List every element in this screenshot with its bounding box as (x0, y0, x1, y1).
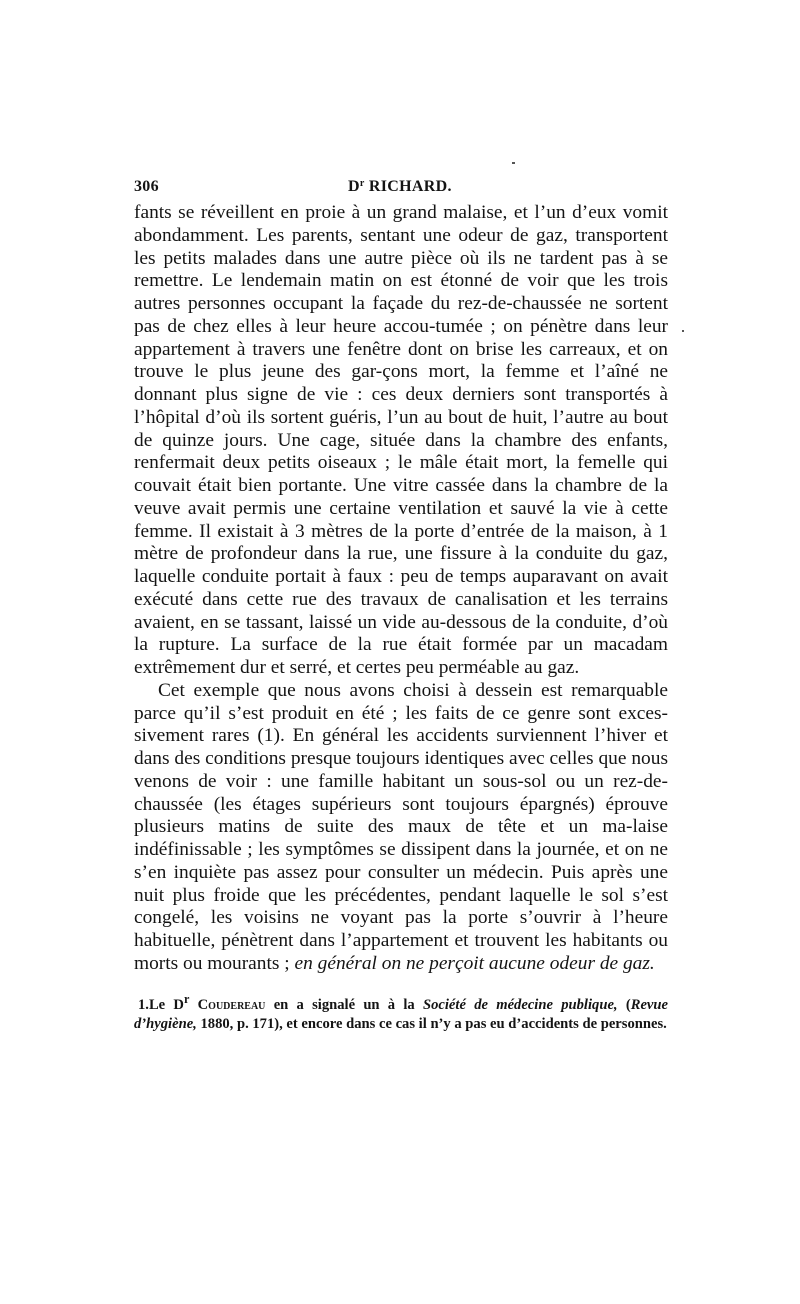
page-number: 306 (134, 178, 159, 195)
footnote-society: Société de médecine publique, (422, 996, 618, 1013)
footnote-number: 1. (138, 996, 149, 1013)
footnote-paren: ( (625, 996, 631, 1013)
paragraph-2-text: Cet exemple que nous avons choisi à dessein est remarquable parce qu’il s’est produit en été ; les faits de ce genre sont exces-sivement rares (1). En général les accidents surviennent l’hiver et dans des conditions presque toujours identiques avec celles que nous venons de voir : une famille habitant un sous-sol ou un rez-de-chaussée (les étages supérieurs sont toujours épargnés) éprouve plusieurs matins de suite des maux de tête et un ma-laise indéfinissable ; les symptômes se dissipent dans la journée, et on ne s’en inquiète pas assez pour consulter un médecin. Puis après une nuit plus froide que les précédentes, pendant laquelle le sol s’est congelé, les voisins ne voyant pas la porte s’ouvrir à l’heure habituelle, pénètrent dans l’appartement et trouvent les habitants ou morts ou mourants ; (134, 679, 668, 974)
paragraph-2-emphasis: en général on ne perçoit aucune odeur de gaz. (294, 952, 655, 974)
paragraph-1: fants se réveillent en proie à un grand malaise, et l’un d’eux vomit abondamment. Les parents, sentant une odeur de gaz, transportent les petits malades dans une autre pièce où ils ne tardent pas à se remettre. Le lendemain matin on est étonné de voir que les trois autres personnes occupant la façade du rez-de-chaussée ne sortent pas de chez elles à leur heure accou-tumée ; on pénètre dans leur appartement à travers une fenêtre dont on brise les carreaux, et on trouve le plus jeune des gar-çons mort, la femme et l’aîné ne donnant plus signe de vie : ces deux derniers sont transportés à l’hôpital d’où ils sortent guéris, l’un au bout de huit, l’autre au bout de quinze jours. Une cage, située dans la chambre des enfants, renfermait deux petits oiseaux ; le mâle était mort, la femelle qui couvait était bien portante. Une vitre cassée dans la chambre de la veuve avait permis une certaine ventilation et sauvé la vie à cette femme. Il existait à 3 mètres de la porte d’entrée de la maison, à 1 mètre de profondeur dans la rue, une fissure à la conduite du gaz, laquelle conduite portait à faux : peu de temps auparavant on avait exécuté dans cette rue des travaux de canalisation et les terrains avaient, en se tassant, laissé un vide au-dessous de la conduite, d’où la rupture. La surface de la rue était formée par un macadam extrêmement dur et serré, et certes peu perméable au gaz. (134, 202, 668, 678)
running-title-superscript: r (359, 178, 365, 189)
paragraph-2 (134, 680, 668, 976)
running-title-name: RICHARD. (368, 178, 452, 195)
footnote (134, 990, 668, 1035)
page-header (134, 176, 668, 202)
running-title-prefix: D (348, 178, 360, 195)
footnote-journal: Revue d’hygiène, (134, 996, 669, 1032)
footnote-text-3: 1880, p. 171), et encore dans ce cas il n’y a pas eu d’accidents de personnes. (200, 1015, 667, 1032)
footnote-superscript: r (183, 991, 190, 1006)
footnote-text-1: Le D (148, 996, 184, 1013)
margin-speck-right (682, 330, 684, 332)
book-page (134, 176, 668, 1034)
body-text (134, 202, 668, 976)
running-title (348, 178, 452, 196)
footnote-text-2: en a signalé un à la (273, 996, 415, 1013)
footnote-author: Coudereau (197, 996, 266, 1013)
margin-speck-top (512, 162, 515, 164)
